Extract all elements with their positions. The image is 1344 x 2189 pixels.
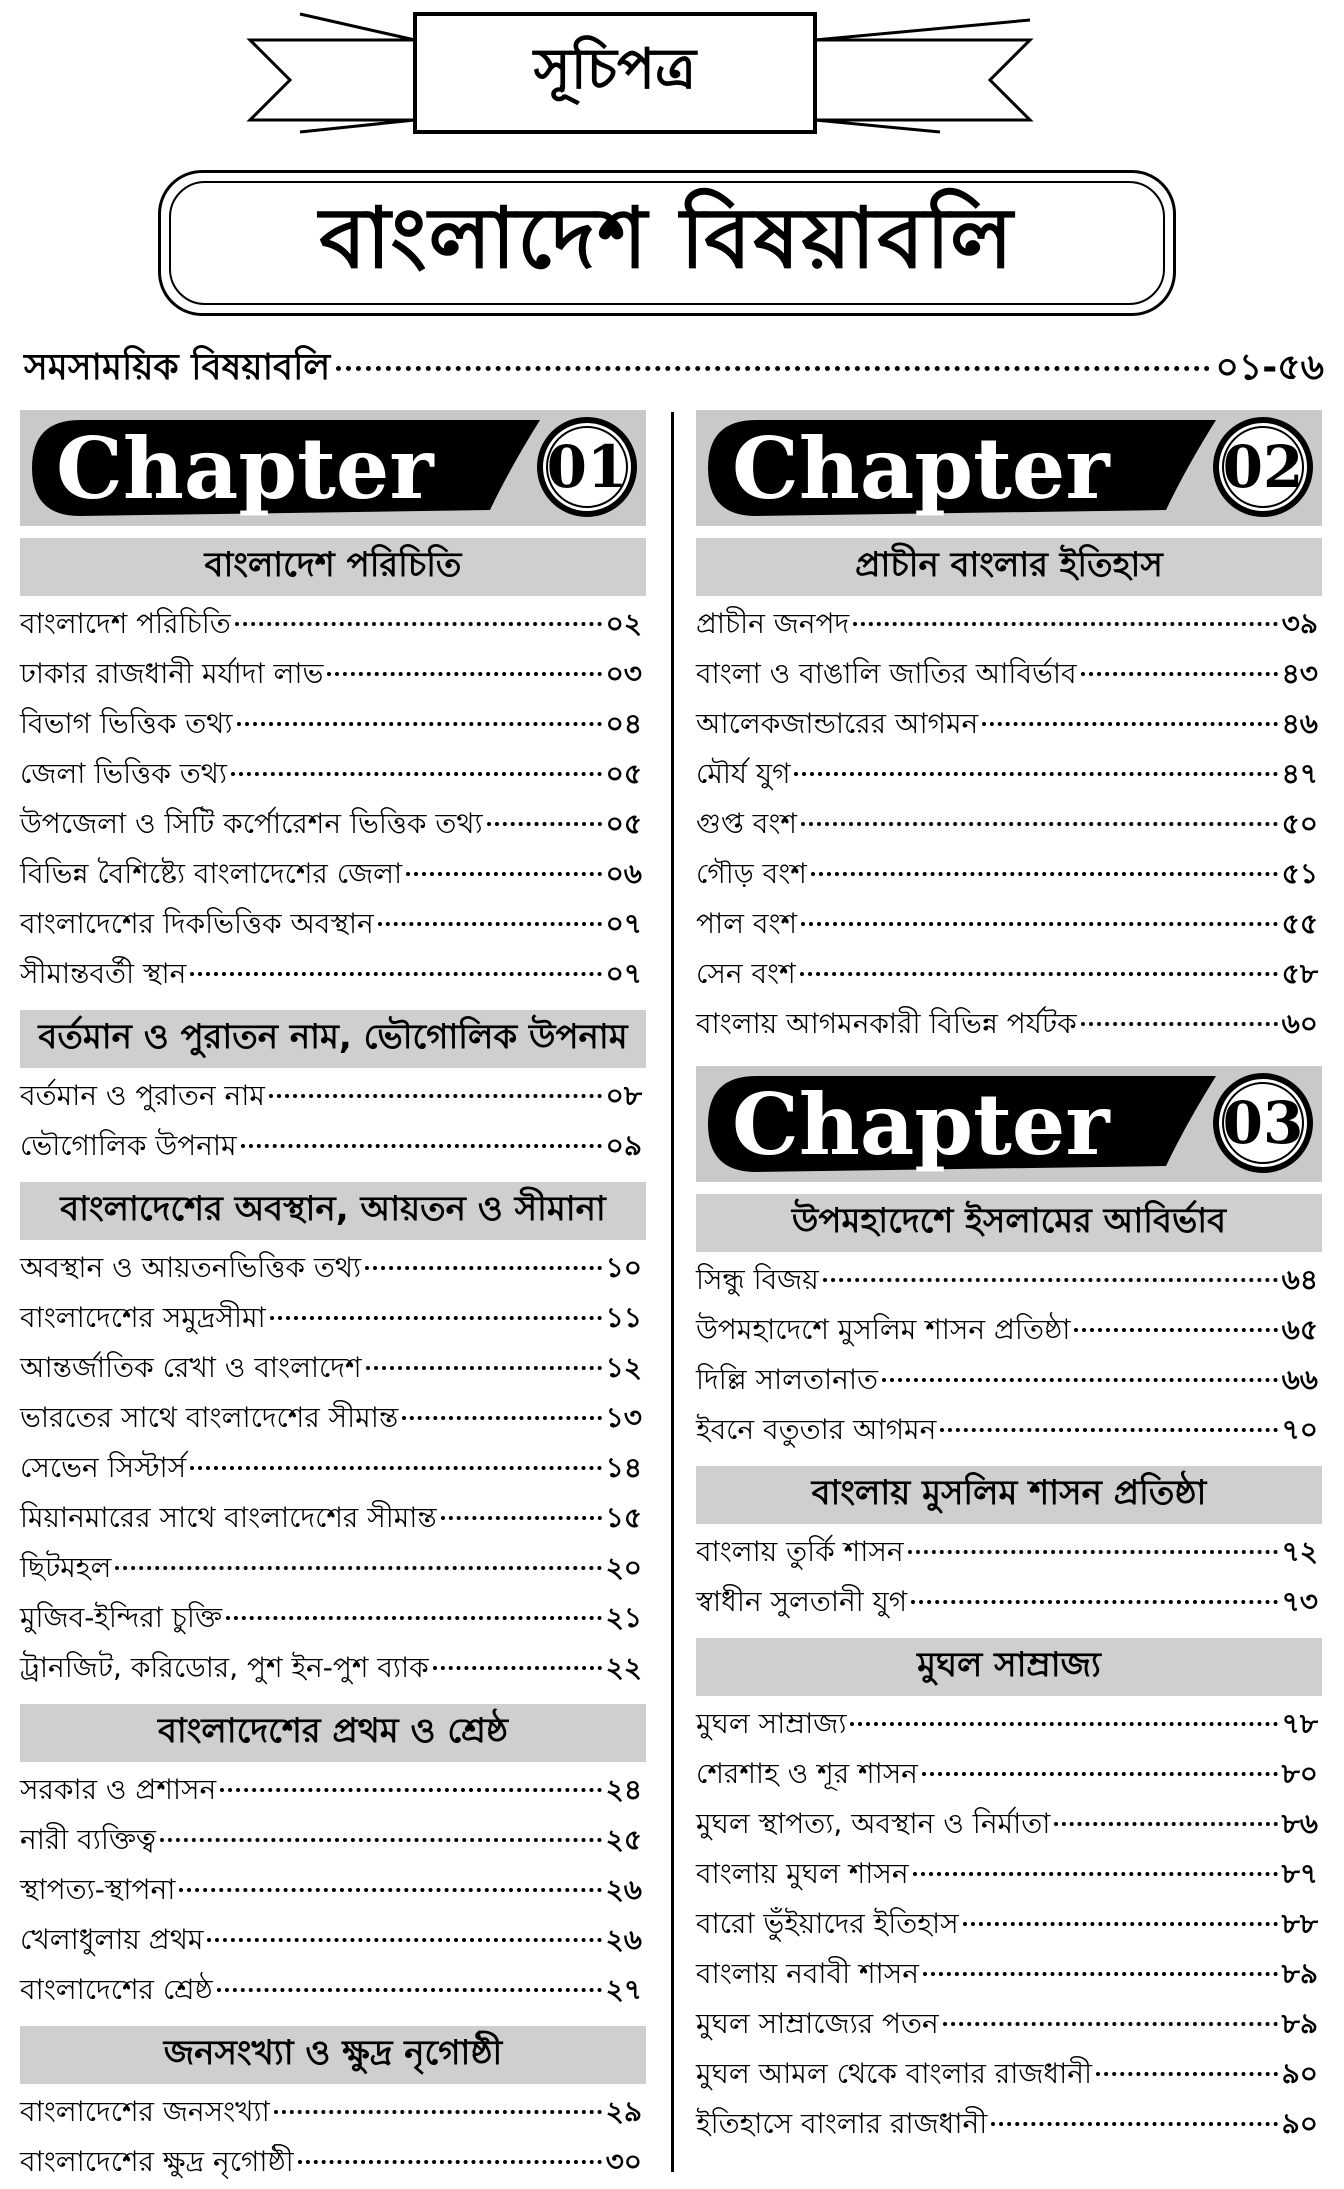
leader-dots <box>336 366 1209 371</box>
toc-entry[interactable] <box>20 652 646 702</box>
section-header: বাংলায় মুসলিম শাসন প্রতিষ্ঠা <box>696 1466 1322 1524</box>
entry-page: ৭২ <box>1281 1535 1318 1568</box>
entry-page: ৮৮ <box>1281 1907 1318 1940</box>
section-header: জনসংখ্যা ও ক্ষুদ্র নৃগোষ্ঠী <box>20 2026 646 2084</box>
toc-entry[interactable] <box>696 802 1322 852</box>
toc-entry[interactable] <box>696 952 1322 1002</box>
column-divider <box>671 412 674 2172</box>
entry-title: শেরশাহ ও শূর শাসন <box>696 1757 918 1790</box>
entry-page: ৩৯ <box>1281 607 1318 640</box>
toc-entry[interactable] <box>20 1768 646 1818</box>
toc-entry[interactable] <box>20 1818 646 1868</box>
entry-title: মুঘল আমল থেকে বাংলার রাজধানী <box>696 2057 1092 2090</box>
entry-title: নারী ব্যক্তিত্ব <box>20 1823 156 1856</box>
entry-title: ভৌগোলিক উপনাম <box>20 1129 237 1162</box>
toc-entry[interactable] <box>20 1074 646 1124</box>
entry-page: ১০ <box>605 1251 642 1284</box>
entry-page: ১৩ <box>605 1401 642 1434</box>
toc-entry[interactable] <box>20 1646 646 1696</box>
chapter-word: Chapter <box>732 1074 1110 1174</box>
entry-title: মুঘল সাম্রাজ্য <box>696 1707 847 1740</box>
toc-entry[interactable] <box>20 1296 646 1346</box>
entry-title: বাংলায় তুর্কি শাসন <box>696 1535 904 1568</box>
toc-entry[interactable] <box>20 1496 646 1546</box>
entry-title: বাংলায় আগমনকারী বিভিন্ন পর্যটক <box>696 1007 1077 1040</box>
entry-page: ৬৪ <box>1281 1263 1318 1296</box>
entry-title: গৌড় বংশ <box>696 857 807 890</box>
toc-entry[interactable] <box>696 902 1322 952</box>
entry-title: বাংলাদেশের দিকভিত্তিক অবস্থান <box>20 907 374 940</box>
toc-entry[interactable] <box>20 1918 646 1968</box>
entry-page: ০৭ <box>605 907 642 940</box>
entry-page: ১৪ <box>605 1451 642 1484</box>
entry-title: বাংলাদেশের ক্ষুদ্র নৃগোষ্ঠী <box>20 2145 294 2178</box>
entry-page: ৭৮ <box>1281 1707 1318 1740</box>
entry-page: ০৩ <box>605 657 642 690</box>
entry-title: বাংলায় নবাবী শাসন <box>696 1957 919 1990</box>
current-affairs-entry <box>24 340 1324 394</box>
entry-page: ২১ <box>605 1601 642 1634</box>
entry-title: ঢাকার রাজধানী মর্যাদা লাভ <box>20 657 324 690</box>
entry-page: ২৭ <box>605 1973 642 2006</box>
entry-title: ছিটমহল <box>20 1551 112 1584</box>
entry-title: ট্রানজিট, করিডোর, পুশ ইন-পুশ ব্যাক <box>20 1651 429 1684</box>
entry-page: ০২ <box>605 607 642 640</box>
entry-page: ৭৩ <box>1281 1585 1318 1618</box>
entry-title: মুঘল স্থাপত্য, অবস্থান ও নির্মাতা <box>696 1807 1051 1840</box>
toc-entry[interactable] <box>20 1124 646 1174</box>
entry-page: ৮৯ <box>1281 2007 1318 2040</box>
toc-entry[interactable] <box>696 1308 1322 1358</box>
toc-entry[interactable] <box>20 1246 646 1296</box>
toc-entry[interactable] <box>696 602 1322 652</box>
entry-title: বাংলাদেশ পরিচিতি <box>20 607 231 640</box>
toc-entry[interactable] <box>696 1752 1322 1802</box>
chapter-banner-02 <box>696 410 1322 526</box>
chapter-number: 01 <box>546 433 628 501</box>
entry-title: বর্তমান ও পুরাতন নাম <box>20 1079 265 1112</box>
toc-entry[interactable] <box>696 2102 1322 2152</box>
main-title: বাংলাদেশ বিষয়াবলি <box>319 187 1015 287</box>
entry-title: অবস্থান ও আয়তনভিত্তিক তথ্য <box>20 1251 362 1284</box>
chapter-number: 03 <box>1222 1089 1304 1157</box>
entry-title: বাংলাদেশের জনসংখ্যা <box>20 2095 270 2128</box>
toc-entry[interactable] <box>20 952 646 1002</box>
section-header: মুঘল সাম্রাজ্য <box>696 1638 1322 1696</box>
section-header: বাংলাদেশের অবস্থান, আয়তন ও সীমানা <box>20 1182 646 1240</box>
toc-entry[interactable] <box>696 1002 1322 1052</box>
toc-entry[interactable] <box>696 1852 1322 1902</box>
entry-title: বাংলায় মুঘল শাসন <box>696 1857 909 1890</box>
entry-title: সিন্ধু বিজয় <box>696 1263 819 1296</box>
toc-entry[interactable] <box>20 702 646 752</box>
entry-page: ৬৫ <box>1281 1313 1318 1346</box>
toc-entry[interactable] <box>696 1952 1322 2002</box>
entry-title: সীমান্তবর্তী স্থান <box>20 957 187 990</box>
current-affairs-label: সমসাময়িক বিষয়াবলি <box>24 347 331 388</box>
entry-title: গুপ্ত বংশ <box>696 807 797 840</box>
ribbon-title: সূচিপত্র <box>533 37 697 102</box>
entry-title: বারো ভুঁইয়াদের ইতিহাস <box>696 1907 959 1940</box>
entry-page: ৪৭ <box>1281 757 1318 790</box>
entry-page: ৮৯ <box>1281 1957 1318 1990</box>
entry-page: ০৭ <box>605 957 642 990</box>
ribbon-banner <box>0 0 1344 175</box>
toc-entry[interactable] <box>20 802 646 852</box>
right-column <box>696 410 1322 2152</box>
entry-page: ৯০ <box>1281 2107 1318 2140</box>
entry-page: ৮০ <box>1281 1757 1318 1790</box>
toc-entry[interactable] <box>696 2002 1322 2052</box>
chapter-banner-01 <box>20 410 646 526</box>
entry-title: সেভেন সিস্টার্স <box>20 1451 187 1484</box>
entry-page: ০৮ <box>605 1079 642 1112</box>
entry-title: জেলা ভিত্তিক তথ্য <box>20 757 227 790</box>
toc-entry[interactable] <box>20 1396 646 1446</box>
entry-page: ৫৫ <box>1281 907 1318 940</box>
entry-page: ৫১ <box>1281 857 1318 890</box>
section-header: প্রাচীন বাংলার ইতিহাস <box>696 538 1322 596</box>
entry-page: ৮৬ <box>1281 1807 1318 1840</box>
entry-title: বিভাগ ভিত্তিক তথ্য <box>20 707 233 740</box>
chapter-number: 02 <box>1222 433 1304 501</box>
toc-entry[interactable] <box>20 1968 646 2018</box>
entry-page: ৬০ <box>1281 1007 1318 1040</box>
left-column <box>20 410 646 2189</box>
entry-page: ০৬ <box>605 857 642 890</box>
toc-entry[interactable] <box>20 1596 646 1646</box>
entry-title: স্থাপত্য-স্থাপনা <box>20 1873 176 1906</box>
entry-title: আন্তর্জাতিক রেখা ও বাংলাদেশ <box>20 1351 362 1384</box>
entry-page: ৫৮ <box>1281 957 1318 990</box>
toc-entry[interactable] <box>696 702 1322 752</box>
entry-title: উপমহাদেশে মুসলিম শাসন প্রতিষ্ঠা <box>696 1313 1071 1346</box>
entry-title: আলেকজান্ডারের আগমন <box>696 707 979 740</box>
entry-title: মুঘল সাম্রাজ্যের পতন <box>696 2007 939 2040</box>
entry-page: ১২ <box>605 1351 642 1384</box>
entry-title: সরকার ও প্রশাসন <box>20 1773 217 1806</box>
toc-entry[interactable] <box>696 1358 1322 1408</box>
entry-title: সেন বংশ <box>696 957 796 990</box>
toc-entry[interactable] <box>696 1702 1322 1752</box>
entry-page: ২২ <box>605 1651 642 1684</box>
toc-entry[interactable] <box>20 1446 646 1496</box>
toc-entry[interactable] <box>20 602 646 652</box>
chapter-word: Chapter <box>56 418 434 518</box>
toc-entry[interactable] <box>696 1258 1322 1308</box>
entry-title: মৌর্য যুগ <box>696 757 791 790</box>
entry-page: ২৯ <box>605 2095 642 2128</box>
chapter-word: Chapter <box>732 418 1110 518</box>
section-header: বাংলাদেশের প্রথম ও শ্রেষ্ঠ <box>20 1704 646 1762</box>
toc-entry[interactable] <box>696 1408 1322 1458</box>
entry-page: ০৫ <box>605 757 642 790</box>
entry-page: ২৬ <box>605 1873 642 1906</box>
toc-entry[interactable] <box>20 1546 646 1596</box>
section-header: উপমহাদেশে ইসলামের আবির্ভাব <box>696 1194 1322 1252</box>
toc-entry[interactable] <box>696 1802 1322 1852</box>
entry-title: বাংলাদেশের শ্রেষ্ঠ <box>20 1973 213 2006</box>
entry-page: ৬৬ <box>1281 1363 1318 1396</box>
entry-page: ৫০ <box>1281 807 1318 840</box>
entry-title: দিল্লি সালতানাত <box>696 1363 878 1396</box>
toc-entry[interactable] <box>696 1580 1322 1630</box>
entry-page: ০৫ <box>605 807 642 840</box>
entry-title: স্বাধীন সুলতানী যুগ <box>696 1585 908 1618</box>
toc-entry[interactable] <box>696 1530 1322 1580</box>
entry-title: পাল বংশ <box>696 907 798 940</box>
toc-entry[interactable] <box>20 1868 646 1918</box>
toc-entry[interactable] <box>20 2090 646 2140</box>
current-affairs-pages: ০১-৫৬ <box>1215 347 1324 388</box>
section-header: বাংলাদেশ পরিচিতি <box>20 538 646 596</box>
toc-entry[interactable] <box>20 2140 646 2189</box>
entry-page: ৪৬ <box>1281 707 1318 740</box>
entry-title: বাংলাদেশের সমুদ্রসীমা <box>20 1301 266 1334</box>
entry-page: ২০ <box>605 1551 642 1584</box>
toc-entry[interactable] <box>696 652 1322 702</box>
toc-entry[interactable] <box>20 852 646 902</box>
entry-title: উপজেলা ও সিটি কর্পোরেশন ভিত্তিক তথ্য <box>20 807 483 840</box>
chapter-banner-03 <box>696 1066 1322 1182</box>
entry-page: ০৯ <box>605 1129 642 1162</box>
toc-entry[interactable] <box>20 1346 646 1396</box>
entry-title: বাংলা ও বাঙালি জাতির আবির্ভাব <box>696 657 1077 690</box>
entry-page: ২৫ <box>605 1823 642 1856</box>
entry-page: ২৪ <box>605 1773 642 1806</box>
toc-entry[interactable] <box>696 1902 1322 1952</box>
entry-title: ইতিহাসে বাংলার রাজধানী <box>696 2107 988 2140</box>
entry-page: ৩০ <box>605 2145 642 2178</box>
section-header: বর্তমান ও পুরাতন নাম, ভৌগোলিক উপনাম <box>20 1010 646 1068</box>
entry-page: ৯০ <box>1281 2057 1318 2090</box>
entry-title: ইবনে বতুতার আগমন <box>696 1413 937 1446</box>
toc-entry[interactable] <box>20 752 646 802</box>
entry-title: খেলাধুলায় প্রথম <box>20 1923 204 1956</box>
entry-page: ৮৭ <box>1281 1857 1318 1890</box>
toc-entry[interactable] <box>20 902 646 952</box>
entry-page: ৭০ <box>1281 1413 1318 1446</box>
toc-entry[interactable] <box>696 852 1322 902</box>
entry-page: ২৬ <box>605 1923 642 1956</box>
entry-title: বিভিন্ন বৈশিষ্ট্যে বাংলাদেশের জেলা <box>20 857 403 890</box>
entry-page: ০৪ <box>605 707 642 740</box>
entry-title: মিয়ানমারের সাথে বাংলাদেশের সীমান্ত <box>20 1501 437 1534</box>
toc-entry[interactable] <box>696 752 1322 802</box>
entry-title: মুজিব-ইন্দিরা চুক্তি <box>20 1601 223 1634</box>
main-title-box <box>158 170 1176 316</box>
entry-title: প্রাচীন জনপদ <box>696 607 850 640</box>
entry-page: ১৫ <box>605 1501 642 1534</box>
entry-page: ১১ <box>605 1301 642 1334</box>
entry-title: ভারতের সাথে বাংলাদেশের সীমান্ত <box>20 1401 399 1434</box>
entry-page: ৪৩ <box>1281 657 1318 690</box>
toc-entry[interactable] <box>696 2052 1322 2102</box>
